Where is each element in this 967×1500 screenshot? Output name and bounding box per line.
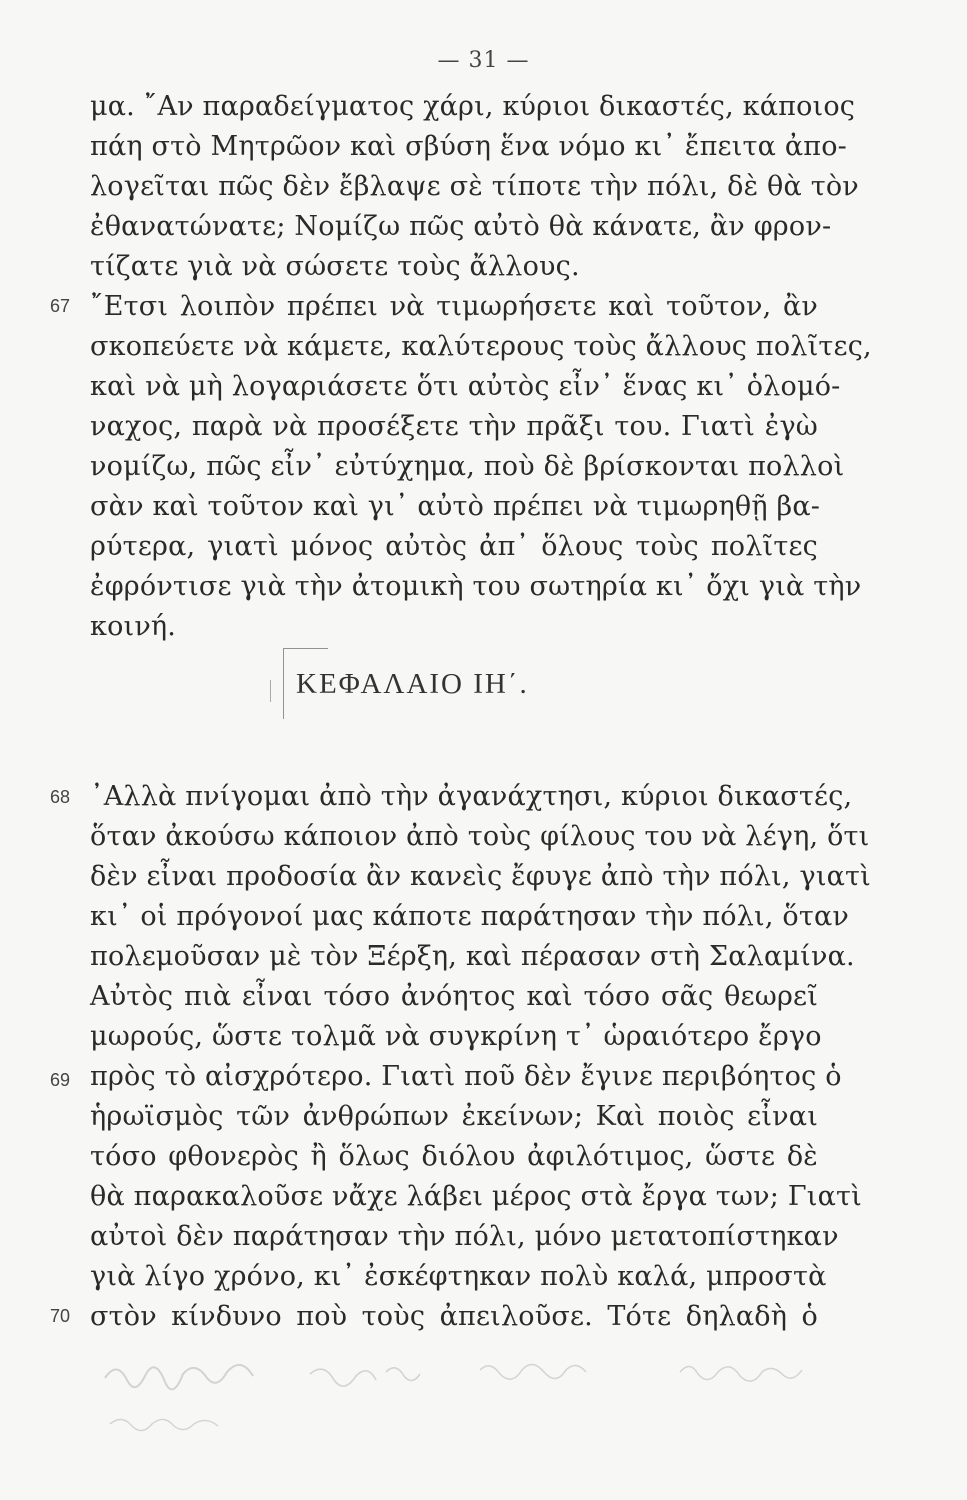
section-number: 67 [50, 296, 71, 316]
text-line: ναχος, παρὰ νὰ προσέξετε τὴν πρᾶξι του. Γιατὶ ἐγὼ [90, 411, 818, 442]
text-line: κι᾿ οἱ πρόγονοί μας κάποτε παράτησαν τὴν πόλι, ὅταν [90, 901, 850, 932]
text-line: ὅταν ἀκούσω κάποιον ἀπὸ τοὺς φίλους του νὰ λέγη, ὅτι [90, 821, 870, 852]
text-line: κοινή. [90, 611, 177, 642]
text-line: πάη στὸ Μητρῶον καὶ σβύση ἕνα νόμο κι᾿ ἔπειτα ἀπο- [90, 131, 847, 162]
text-line: λογεῖται πῶς δὲν ἔβλαψε σὲ τίποτε τὴν πόλι, δὲ θὰ τὸν [90, 171, 859, 202]
text-line: ἐφρόντισε γιὰ τὴν ἀτομικὴ του σωτηρία κι᾿ ὄχι γιὰ τὴν [90, 571, 862, 602]
text-line: σὰν καὶ τοῦτον καὶ γι᾿ αὐτὸ πρέπει νὰ τιμωρηθῇ βα- [90, 491, 821, 522]
text-line: μωρούς, ὥστε τολμᾶ νὰ συγκρίνη τ᾿ ὡραιότερο ἔργο [90, 1021, 822, 1052]
text-line: στὸν κίνδυνο ποὺ τοὺς ἀπειλοῦσε. Τότε δηλαδὴ ὁ [90, 1301, 818, 1332]
text-line: νομίζω, πῶς εἶν᾿ εὐτύχημα, ποὺ δὲ βρίσκονται πολλοὶ [90, 451, 845, 482]
section-number: 70 [50, 1306, 71, 1326]
section-number: 68 [50, 787, 71, 807]
text-line: δὲν εἶναι προδοσία ἂν κανεὶς ἔφυγε ἀπὸ τὴν πόλι, γιατὶ [90, 861, 871, 892]
bleed-through-handwriting [100, 1348, 860, 1448]
text-line: μα. ῎Αν παραδείγματος χάρι, κύριοι δικαστές, κάποιος [90, 91, 856, 122]
text-line: γιὰ λίγο χρόνο, κι᾿ ἐσκέφτηκαν πολὺ καλά, μπροστὰ [90, 1261, 827, 1292]
text-line: πρὸς τὸ αἰσχρότερο. Γιατὶ ποῦ δὲν ἔγινε περιβόητος ὁ [90, 1061, 842, 1092]
text-line: ᾿Αλλὰ πνίγομαι ἀπὸ τὴν ἀγανάχτησι, κύριοι δικαστές, [90, 781, 853, 812]
text-line: τόσο φθονερὸς ἢ ὅλως διόλου ἀφιλότιμος, ὥστε δὲ [90, 1141, 818, 1172]
text-line: τίζατε γιὰ νὰ σώσετε τοὺς ἄλλους. [90, 251, 580, 282]
text-line: ρύτερα, γιατὶ μόνος αὐτὸς ἀπ᾿ ὅλους τοὺς πολῖτες [90, 531, 818, 562]
text-line: σκοπεύετε νὰ κάμετε, καλύτερους τοὺς ἄλλους πολῖτες, [90, 331, 872, 362]
text-line: ἐθανατώνατε; Νομίζω πῶς αὐτὸ θὰ κάνατε, ἂν φρον- [90, 211, 832, 242]
text-line: θὰ παρακαλοῦσε νἄχε λάβει μέρος στὰ ἔργα των; Γιατὶ [90, 1181, 862, 1212]
text-line: ἡρωϊσμὸς τῶν ἀνθρώπων ἐκείνων; Καὶ ποιὸς εἶναι [90, 1101, 818, 1132]
text-line: πολεμοῦσαν μὲ τὸν Ξέρξη, καὶ πέρασαν στὴ Σαλαμίνα. [90, 941, 855, 972]
text-line: αὐτοὶ δὲν παράτησαν τὴν πόλι, μόνο μετατοπίστηκαν [90, 1221, 839, 1252]
page-number: — 31 — [437, 48, 530, 73]
pencil-mark [270, 680, 271, 702]
chapter-heading: ΚΕΦΑΛΑΙΟ ΙΗ΄. [296, 668, 529, 700]
text-line: ῎Ετσι λοιπὸν πρέπει νὰ τιμωρήσετε καὶ τοῦτον, ἂν [90, 291, 818, 322]
section-number: 69 [50, 1070, 71, 1090]
text-line: Αὐτὸς πιὰ εἶναι τόσο ἀνόητος καὶ τόσο σᾶς θεωρεῖ [90, 981, 818, 1012]
text-line: καὶ νὰ μὴ λογαριάσετε ὅτι αὐτὸς εἶν᾿ ἕνας κι᾿ ὁλομό- [90, 371, 841, 402]
